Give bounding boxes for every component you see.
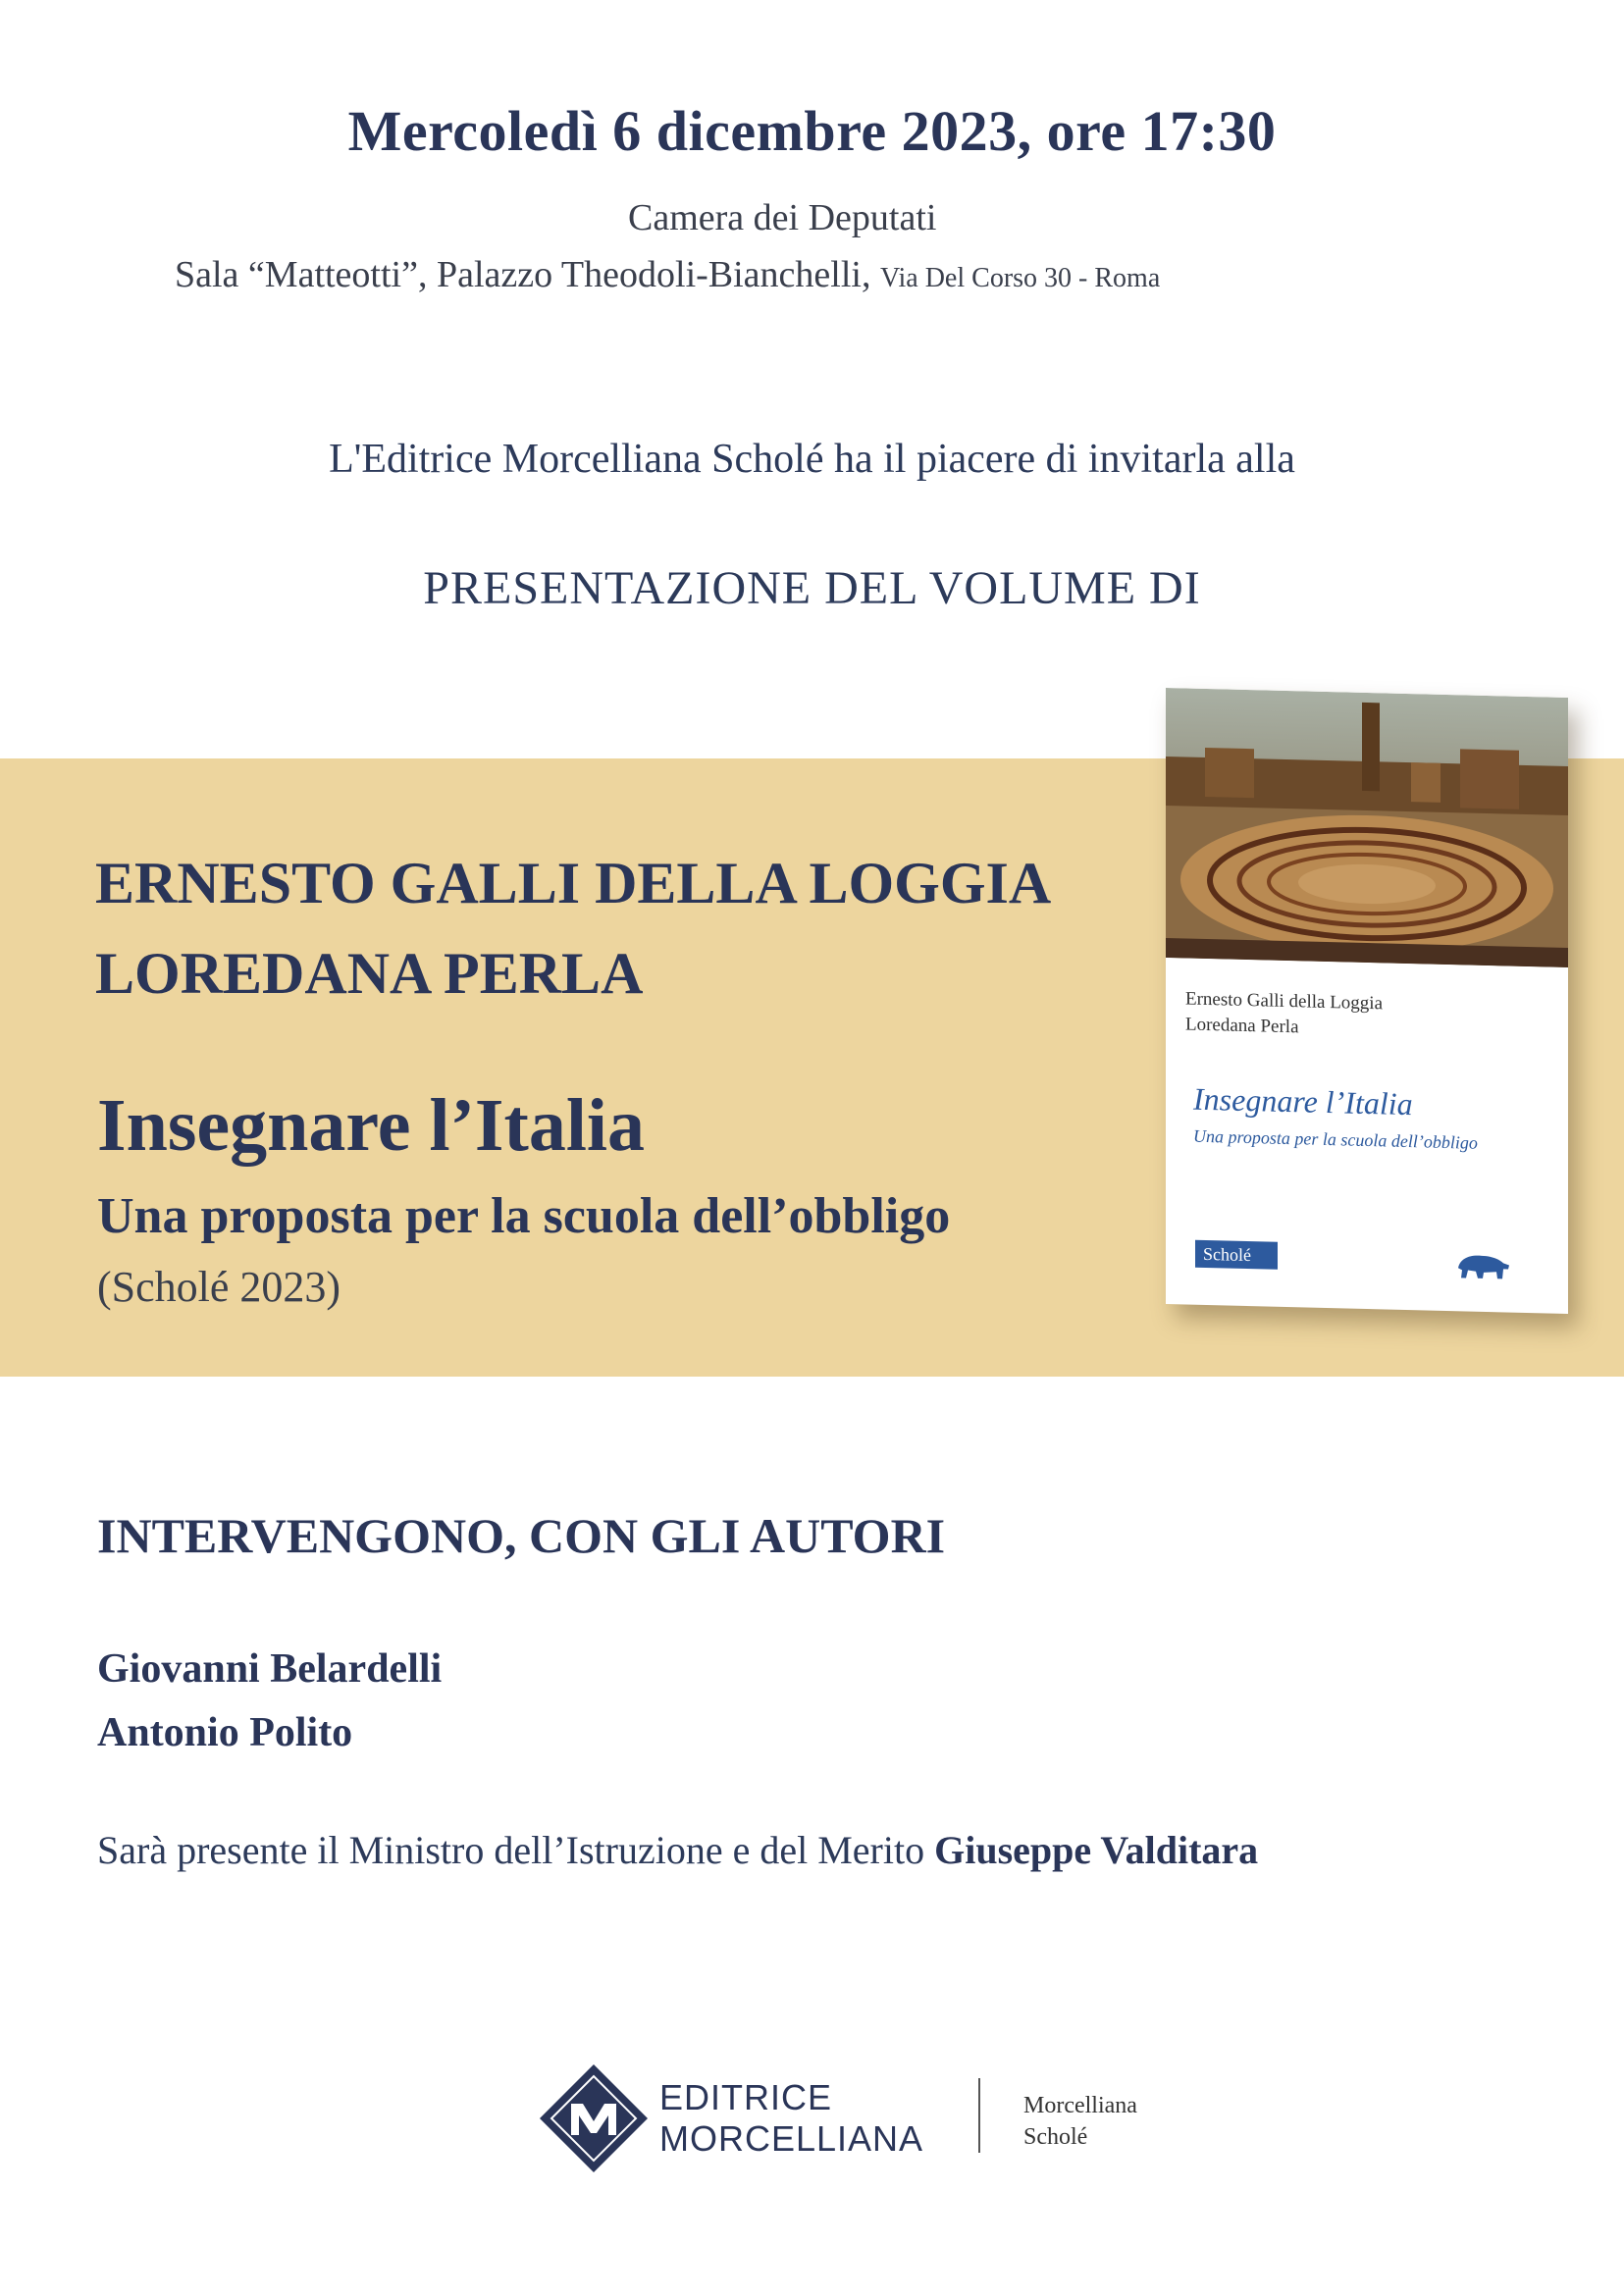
book-author-2: LOREDANA PERLA <box>95 941 644 1006</box>
logo-divider <box>978 2078 980 2153</box>
logo-sub-line-2: Scholé <box>1023 2124 1088 2150</box>
book-subtitle: Una proposta per la scuola dell’obbligo <box>97 1188 951 1244</box>
cover-author-1: Ernesto Galli della Loggia <box>1185 988 1384 1015</box>
book-edition: (Scholé 2023) <box>97 1263 341 1311</box>
event-date: Mercoledì 6 dicembre 2023, ore 17:30 <box>347 99 1277 163</box>
venue-line-1: Camera dei Deputati <box>628 197 937 238</box>
presentation-heading: PRESENTAZIONE DEL VOLUME DI <box>423 562 1201 614</box>
cover-painting <box>1166 688 1568 967</box>
speaker-2: Antonio Polito <box>97 1710 353 1755</box>
logo-text-line-2: MORCELLIANA <box>659 2118 924 2159</box>
minister-line <box>97 1827 1258 1873</box>
logo-sub-line-1: Morcelliana <box>1023 2093 1137 2118</box>
bear-icon <box>1454 1246 1513 1282</box>
cover-subtitle: Una proposta per la scuola dell’obbligo <box>1193 1125 1478 1153</box>
minister-name: Giuseppe Valditara <box>934 1828 1259 1872</box>
minister-prefix: Sarà presente il Ministro dell’Istruzione e del Merito <box>97 1828 925 1872</box>
book-title: Insegnare l’Italia <box>97 1084 646 1167</box>
cover-title: Insegnare l’Italia <box>1193 1080 1413 1122</box>
logo-text-line-1: EDITRICE <box>659 2077 833 2117</box>
invite-text: L'Editrice Morcelliana Scholé ha il piacere di invitarla alla <box>329 437 1295 482</box>
venue-address: Via Del Corso 30 - Roma <box>879 263 1161 293</box>
morcelliana-m-logo-icon <box>538 2062 650 2174</box>
speaker-1: Giovanni Belardelli <box>97 1646 443 1692</box>
speakers-heading: INTERVENGONO, CON GLI AUTORI <box>97 1508 946 1563</box>
venue-line-2 <box>175 253 1160 296</box>
book-cover-image <box>1166 688 1568 1314</box>
cover-author-2: Loredana Perla <box>1185 1014 1299 1038</box>
cover-series-tag: Scholé <box>1195 1240 1278 1270</box>
book-author-1: ERNESTO GALLI DELLA LOGGIA <box>95 851 1052 915</box>
venue-hall: Sala “Matteotti”, Palazzo Theodoli-Bianchelli, <box>175 254 871 295</box>
